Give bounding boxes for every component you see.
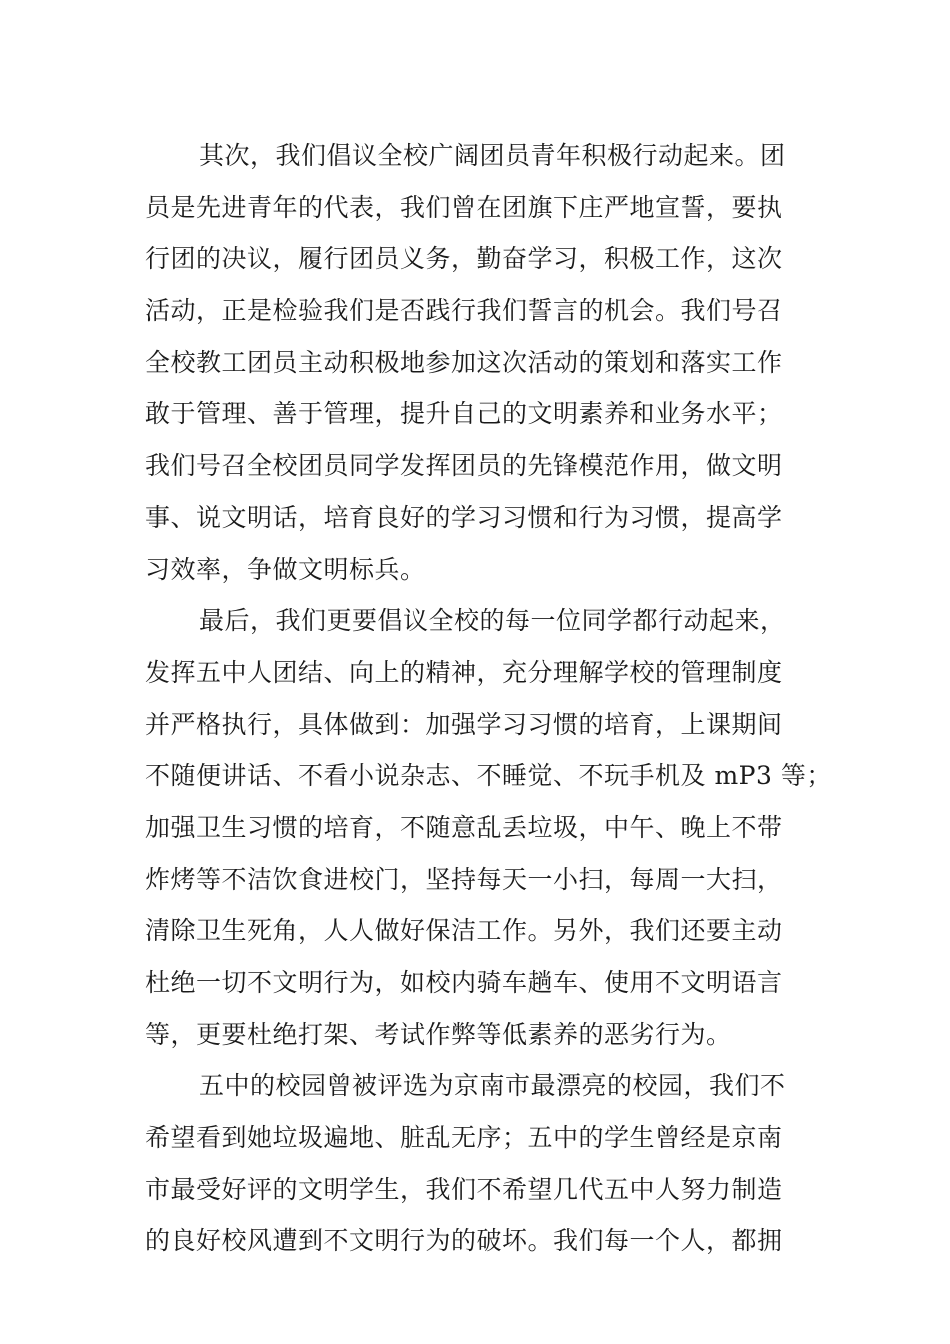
text-line: 等，更要杜绝打架、考试作弊等低素养的恶劣行为。	[145, 1019, 732, 1049]
text-line: 不随便讲话、不看小说杂志、不睡觉、不玩手机及 mP3 等；	[145, 761, 832, 791]
text-line: 活动，正是检验我们是否践行我们誓言的机会。我们号召	[145, 296, 783, 326]
text-line: 炸烤等不洁饮食进校门，坚持每天一小扫，每周一大扫，	[145, 864, 783, 894]
text-line: 加强卫生习惯的培育，不随意乱丢垃圾，中午、晚上不带	[145, 812, 783, 842]
text-line: 市最受好评的文明学生，我们不希望几代五中人努力制造	[145, 1174, 783, 1204]
text-line: 习效率，争做文明标兵。	[145, 554, 426, 584]
text-line: 全校教工团员主动积极地参加这次活动的策划和落实工作	[145, 347, 783, 377]
paragraph-2	[145, 595, 832, 1060]
text-line: 的良好校风遭到不文明行为的破坏。我们每一个人，都拥	[145, 1226, 783, 1256]
text-line: 员是先进青年的代表，我们曾在团旗下庄严地宣誓，要执	[145, 192, 783, 222]
paragraph-1	[145, 130, 815, 595]
text-line: 希望看到她垃圾遍地、脏乱无序；五中的学生曾经是京南	[145, 1123, 783, 1153]
text-line: 事、说文明话，培育良好的学习习惯和行为习惯，提高学	[145, 502, 783, 532]
text-line: 并严格执行，具体做到：加强学习习惯的培育，上课期间	[145, 709, 783, 739]
text-line: 清除卫生死角，人人做好保洁工作。另外，我们还要主动	[145, 916, 783, 946]
text-line: 行团的决议，履行团员义务，勤奋学习，积极工作，这次	[145, 244, 783, 274]
text-line: 五中的校园曾被评选为京南市最漂亮的校园，我们不	[199, 1071, 786, 1101]
text-line: 发挥五中人团结、向上的精神，充分理解学校的管理制度	[145, 657, 783, 687]
document-body	[145, 130, 832, 1267]
text-line: 敢于管理、善于管理，提升自己的文明素养和业务水平；	[145, 399, 783, 429]
text-line: 其次，我们倡议全校广阔团员青年积极行动起来。团	[199, 141, 786, 170]
paragraph-3	[145, 1060, 815, 1267]
text-line: 最后，我们更要倡议全校的每一位同学都行动起来，	[199, 606, 786, 636]
text-line: 我们号召全校团员同学发挥团员的先锋模范作用，做文明	[145, 451, 783, 481]
text-line: 杜绝一切不文明行为，如校内骑车趟车、使用不文明语言	[145, 968, 783, 997]
